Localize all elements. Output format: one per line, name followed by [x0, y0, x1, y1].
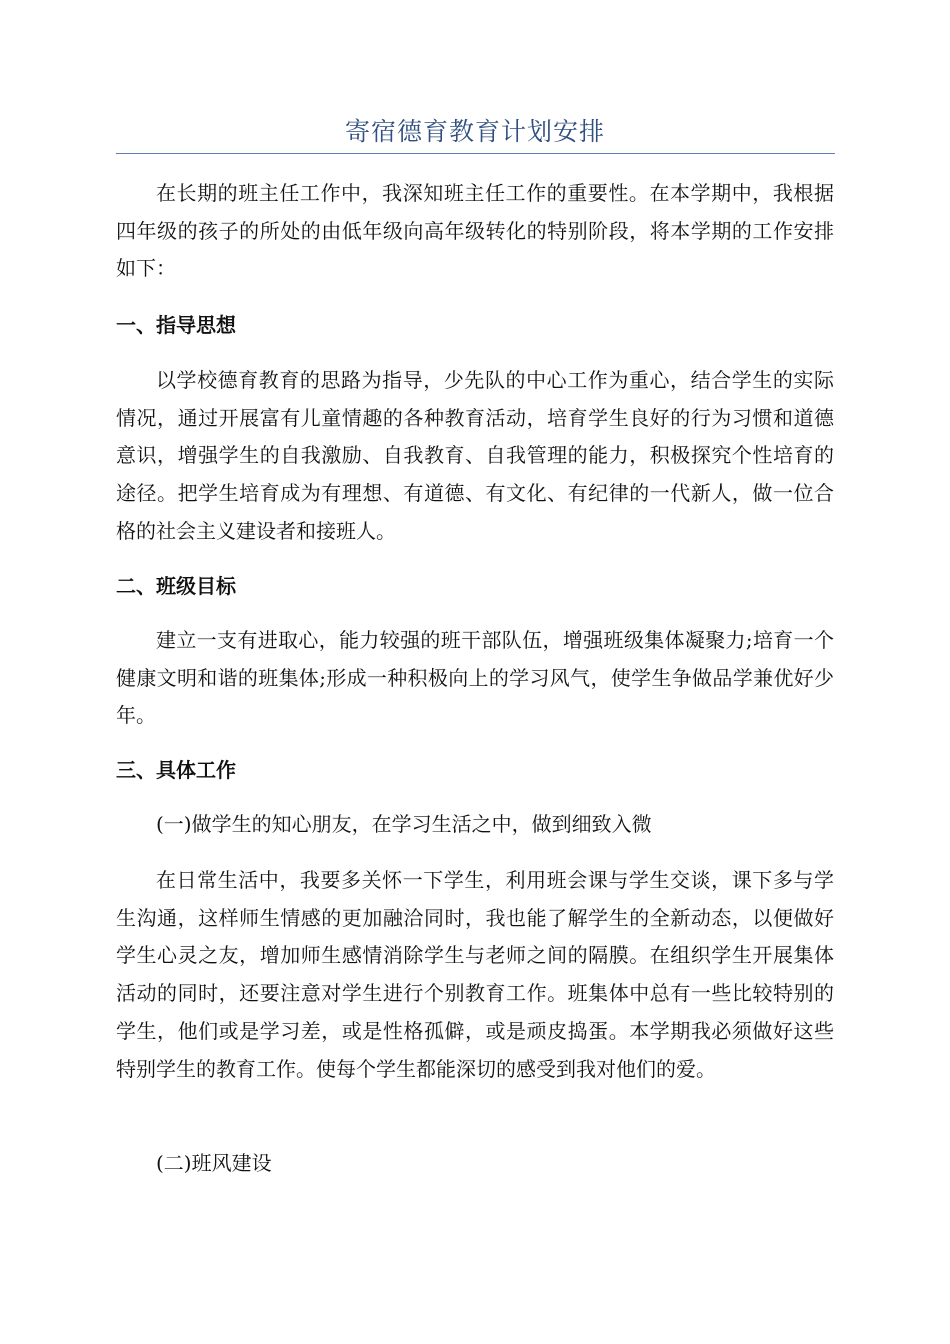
subsection-heading-1: (一)做学生的知心朋友，在学习生活之中，做到细致入微: [156, 812, 652, 836]
document-title: 寄宿德育教育计划安排: [344, 117, 605, 146]
section-heading-class-goals: 二、班级目标: [116, 574, 236, 598]
section-body-class-goals: 建立一支有进取心，能力较强的班干部队伍，增强班级集体凝聚力;培育一个健康文明和谐的班集体;形成一种积极向上的学习风气，使学生争做品学兼优好少年。: [116, 628, 834, 728]
section-body-guiding-ideas: 以学校德育教育的思路为指导，少先队的中心工作为重心，结合学生的实际情况，通过开展富有儿童情趣的各种教育活动，培育学生良好的行为习惯和道德意识，增强学生的自我激励、自我教育、自我管理的能力，积极探究个性培育的途径。把学生培育成为有理想、有道德、有文化、有纪律的一代新人，做一位合格的社会主义建设者和接班人。: [116, 368, 834, 543]
intro-paragraph: 在长期的班主任工作中，我深知班主任工作的重要性。在本学期中，我根据四年级的孩子的所处的由低年级向高年级转化的特别阶段，将本学期的工作安排如下：: [116, 181, 834, 281]
title-underline: [116, 153, 835, 154]
section-heading-specific-work: 三、具体工作: [116, 758, 236, 782]
subsection-body-1: 在日常生活中，我要多关怀一下学生，利用班会课与学生交谈，课下多与学生沟通，这样师生情感的更加融洽同时，我也能了解学生的全新动态，以便做好学生心灵之友，增加师生感情消除学生与老师之间的隔膜。在组织学生开展集体活动的同时，还要注意对学生进行个别教育工作。班集体中总有一些比较特别的学生，他们或是学习差，或是性格孤僻，或是顽皮捣蛋。本学期我必须做好这些特别学生的教育工作。使每个学生都能深切的感受到我对他们的爱。: [116, 868, 834, 1081]
section-heading-guiding-ideas: 一、指导思想: [116, 313, 236, 337]
subsection-heading-2: (二)班风建设: [156, 1151, 272, 1175]
